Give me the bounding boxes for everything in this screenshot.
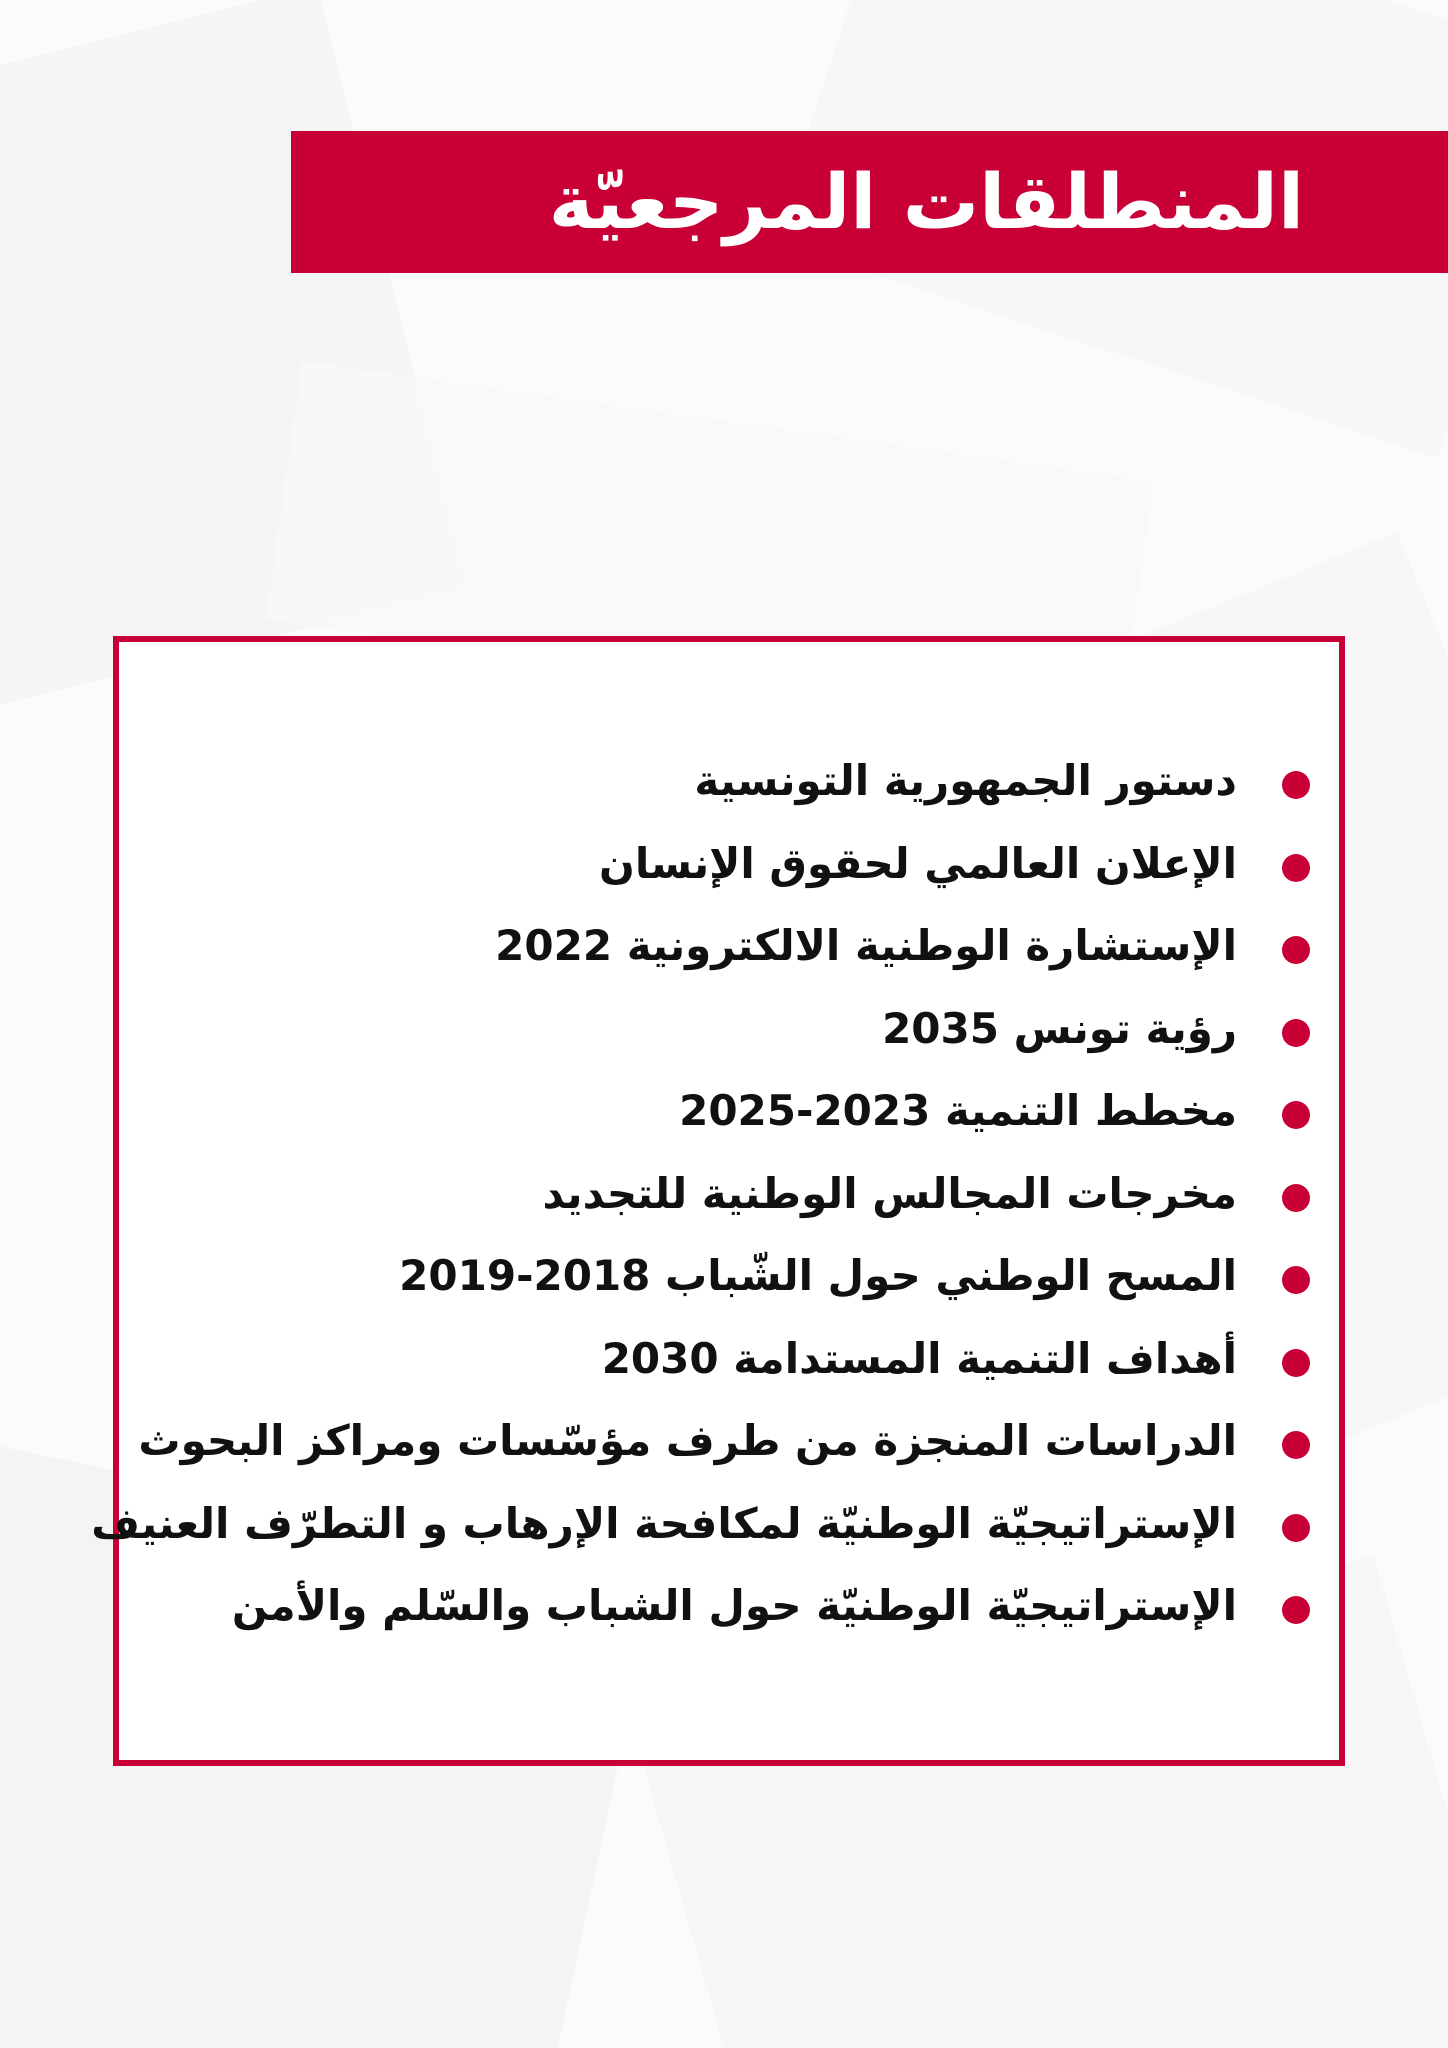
- reference-text: دستور الجمهورية التونسية: [694, 756, 1237, 806]
- reference-text: مخرجات المجالس الوطنية للتجديد: [542, 1168, 1237, 1218]
- list-item: [120, 905, 1448, 988]
- list-item: [120, 1318, 1448, 1401]
- reference-text: مخطط التنمية 2023-2025: [679, 1086, 1237, 1136]
- bullet-icon: [1282, 1019, 1310, 1047]
- reference-text: المسح الوطني حول الشّباب 2018-2019: [399, 1251, 1237, 1301]
- list-item: [91, 1483, 1448, 1566]
- bullet-icon: [1282, 936, 1310, 964]
- list-item: [120, 1565, 1448, 1648]
- reference-text: الإعلان العالمي لحقوق الإنسان: [599, 838, 1237, 888]
- bullet-icon: [1282, 1184, 1310, 1212]
- list-item: [120, 1153, 1448, 1236]
- bullet-icon: [1282, 1596, 1310, 1624]
- bullet-icon: [1282, 1514, 1310, 1542]
- list-item: [120, 740, 1448, 823]
- list-item: [120, 1235, 1448, 1318]
- bullet-icon: [1282, 1101, 1310, 1129]
- list-item: [120, 988, 1448, 1071]
- reference-text: الدراسات المنجزة من طرف مؤسّسات ومراكز البحوث: [138, 1416, 1237, 1466]
- references-list: [91, 740, 1448, 1648]
- reference-text: أهداف التنمية المستدامة 2030: [601, 1333, 1237, 1383]
- bullet-icon: [1282, 1266, 1310, 1294]
- list-item: [120, 1400, 1448, 1483]
- reference-text: الإستشارة الوطنية الالكترونية 2022: [495, 921, 1237, 971]
- reference-text: الإستراتيجيّة الوطنيّة لمكافحة الإرهاب و التطرّف العنيف: [91, 1498, 1237, 1548]
- bullet-icon: [1282, 1431, 1310, 1459]
- list-item: [120, 1070, 1448, 1153]
- page-title: المنطلقات المرجعيّة: [548, 157, 1304, 246]
- bullet-icon: [1282, 771, 1310, 799]
- title-banner: [291, 131, 1448, 273]
- reference-text: رؤية تونس 2035: [882, 1003, 1237, 1053]
- reference-text: الإستراتيجيّة الوطنيّة حول الشباب والسّلم والأمن: [231, 1581, 1237, 1631]
- bullet-icon: [1282, 1349, 1310, 1377]
- list-item: [120, 823, 1448, 906]
- bullet-icon: [1282, 854, 1310, 882]
